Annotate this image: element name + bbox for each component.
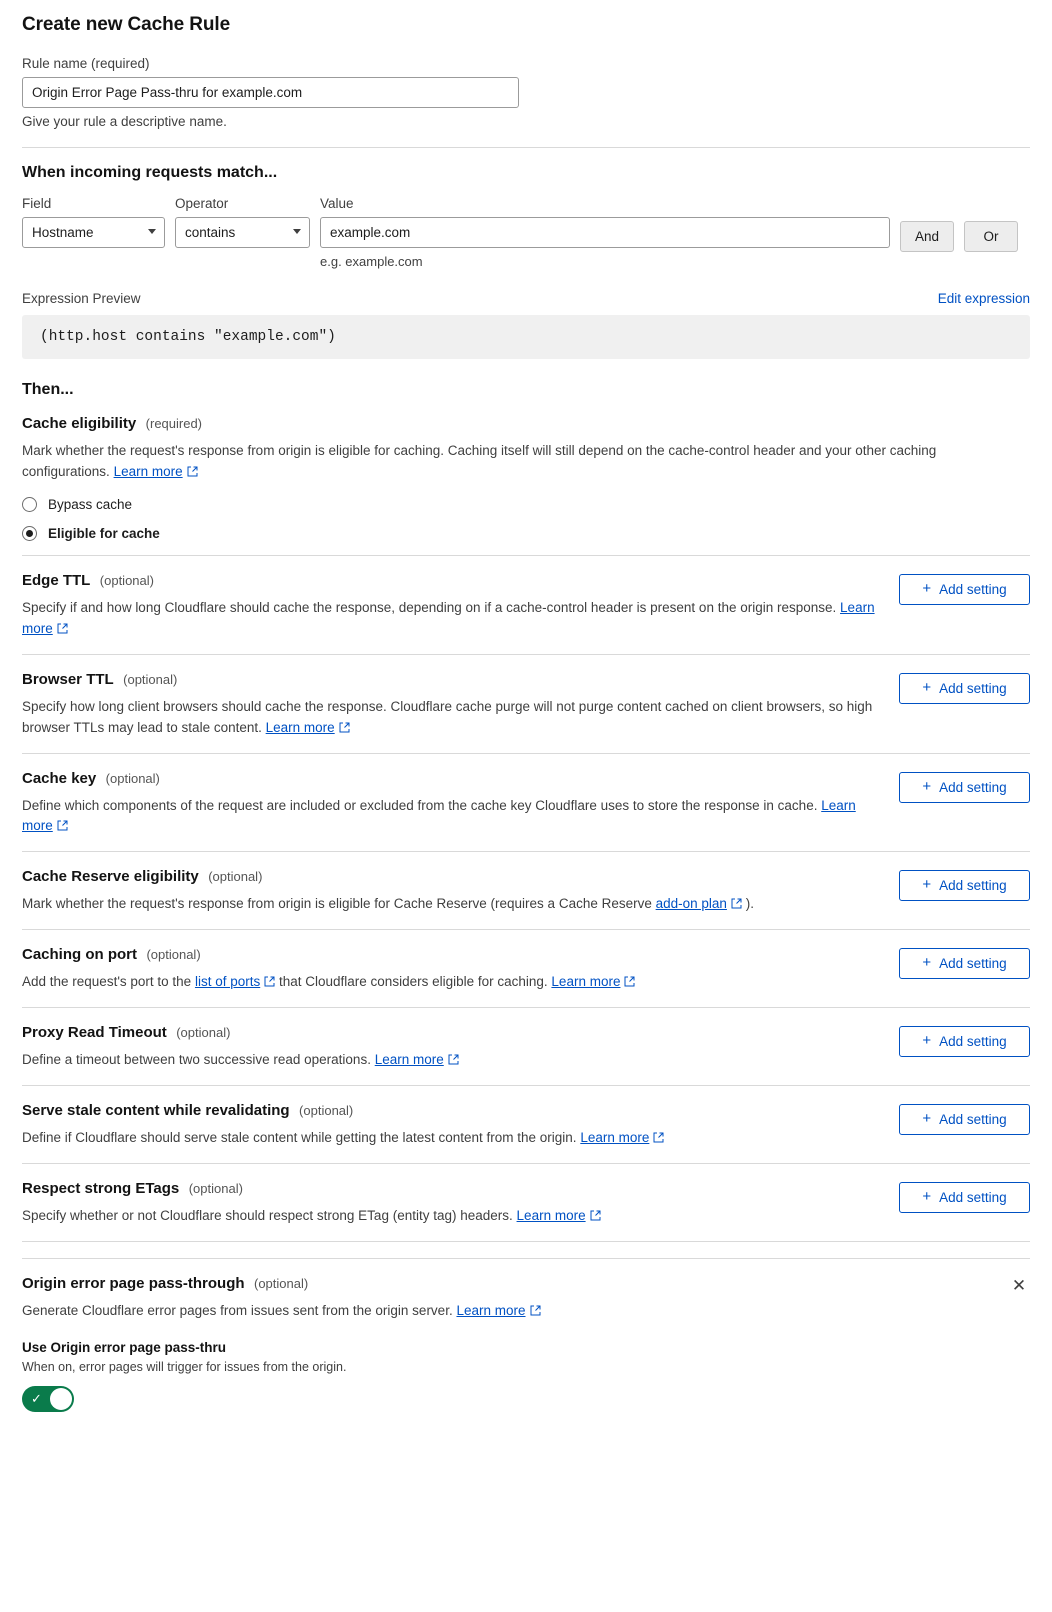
radio-icon — [22, 497, 37, 512]
add-setting-button-edge-ttl[interactable] — [899, 574, 1030, 605]
add-setting-button-serve-stale[interactable] — [899, 1104, 1030, 1135]
browser-ttl-optional: (optional) — [123, 671, 178, 687]
add-setting-button-cache-key[interactable] — [899, 772, 1030, 803]
plus-icon: + — [922, 876, 932, 894]
edge-ttl-learn-more-link[interactable]: Learn more — [22, 599, 875, 636]
expression-preview-label: Expression Preview — [22, 291, 141, 306]
cache-reserve-optional: (optional) — [208, 869, 263, 885]
cache-eligibility-desc-text: Mark whether the request's response from origin is eligible for caching. Caching itself will still depend on the cache-control header and your other caching configurations. — [22, 443, 937, 479]
page-title: Create new Cache Rule — [22, 14, 231, 35]
proxy-read-timeout-optional: (optional) — [176, 1025, 231, 1041]
radio-bypass-cache[interactable] — [22, 497, 1030, 512]
serve-stale-description — [22, 1128, 879, 1149]
match-heading: When incoming requests match... — [22, 164, 278, 181]
operator-label: Operator — [175, 196, 229, 211]
then-heading: Then... — [22, 381, 74, 398]
cache-key-title: Cache key — [22, 769, 97, 787]
cache-reserve-addon-plan-link[interactable]: add-on plan — [655, 896, 727, 912]
origin-error-page-toggle[interactable] — [22, 1386, 74, 1412]
or-button[interactable]: Or — [964, 221, 1018, 252]
edit-expression-link[interactable]: Edit expression — [937, 291, 1030, 306]
add-setting-label: Add setting — [939, 1190, 1007, 1206]
proxy-read-timeout-description — [22, 1050, 879, 1071]
rule-name-group — [22, 56, 1030, 129]
plus-icon: + — [922, 1188, 932, 1206]
add-setting-label: Add setting — [939, 1112, 1007, 1128]
cache-eligibility-title: Cache eligibility — [22, 415, 137, 432]
match-row — [22, 196, 1030, 269]
caching-on-port-title: Caching on port — [22, 946, 137, 964]
plus-icon: + — [922, 1032, 932, 1050]
edge-ttl-desc-text: Specify if and how long Cloudflare should cache the response, depending on if a cache-control header is present on the origin response. — [22, 599, 837, 615]
cache-reserve-description — [22, 894, 879, 915]
plus-icon: + — [922, 678, 932, 696]
edge-ttl-optional: (optional) — [99, 572, 154, 588]
add-setting-label: Add setting — [939, 878, 1007, 894]
browser-ttl-desc-text: Specify how long client browsers should cache the response. Cloudflare cache purge will not purge content cached on client browsers, so high browser TTLs may lead to stale content. — [22, 698, 873, 735]
cache-eligibility-learn-more-link[interactable]: Learn more — [113, 463, 183, 479]
plus-icon: + — [922, 1110, 932, 1128]
caching-on-port-optional: (optional) — [146, 947, 201, 963]
browser-ttl-title: Browser TTL — [22, 670, 114, 688]
operator-select[interactable] — [175, 217, 310, 248]
close-icon[interactable]: ✕ — [1011, 1275, 1027, 1295]
value-hint: e.g. example.com — [320, 254, 423, 269]
cache-eligibility-required: (required) — [145, 416, 203, 431]
external-link-icon — [624, 973, 635, 984]
caching-on-port-learn-more-link[interactable]: Learn more — [551, 974, 621, 990]
proxy-read-timeout-block — [22, 1008, 1030, 1086]
value-label: Value — [320, 196, 354, 211]
operator-select-value: contains — [185, 225, 236, 240]
external-link-icon — [187, 463, 198, 474]
caching-on-port-description — [22, 972, 879, 993]
origin-error-page-block — [22, 1258, 1030, 1426]
proxy-read-timeout-learn-more-link[interactable]: Learn more — [374, 1052, 444, 1068]
origin-error-page-desc-text: Generate Cloudflare error pages from issues sent from the origin server. — [22, 1302, 453, 1318]
plus-icon: + — [922, 777, 932, 795]
external-link-icon — [731, 895, 742, 906]
add-setting-button-respect-etags[interactable] — [899, 1182, 1030, 1213]
edge-ttl-title: Edge TTL — [22, 571, 91, 589]
origin-error-page-toggle-sub: When on, error pages will trigger for issues from the origin. — [22, 1359, 347, 1374]
external-link-icon — [590, 1207, 601, 1218]
cache-reserve-title: Cache Reserve eligibility — [22, 868, 199, 886]
add-setting-label: Add setting — [939, 581, 1007, 597]
value-column — [320, 196, 890, 269]
respect-etags-desc-text: Specify whether or not Cloudflare should respect strong ETag (entity tag) headers. — [22, 1208, 513, 1224]
rule-name-label: Rule name (required) — [22, 56, 150, 71]
browser-ttl-description — [22, 697, 879, 739]
cache-key-description — [22, 796, 879, 838]
external-link-icon — [653, 1129, 664, 1140]
add-setting-button-proxy-read-timeout[interactable] — [899, 1026, 1030, 1057]
respect-strong-etags-block — [22, 1164, 1030, 1242]
logic-buttons — [900, 196, 1018, 252]
origin-error-page-description — [22, 1301, 1022, 1322]
caching-on-port-desc-before: Add the request's port to the — [22, 974, 192, 990]
add-setting-label: Add setting — [939, 779, 1007, 795]
plus-icon: + — [922, 579, 932, 597]
respect-etags-description — [22, 1206, 879, 1227]
rule-name-input[interactable] — [22, 77, 519, 108]
cache-key-learn-more-link[interactable]: Learn more — [22, 797, 856, 834]
origin-error-page-learn-more-link[interactable]: Learn more — [456, 1302, 526, 1318]
radio-icon-selected — [22, 526, 37, 541]
operator-column — [175, 196, 310, 248]
field-label: Field — [22, 196, 52, 211]
cache-key-block — [22, 754, 1030, 853]
serve-stale-content-block — [22, 1086, 1030, 1164]
cache-key-optional: (optional) — [105, 770, 160, 786]
add-setting-button-cache-reserve[interactable] — [899, 870, 1030, 901]
cache-reserve-eligibility-block — [22, 852, 1030, 930]
expression-preview-box: (http.host contains "example.com") — [22, 315, 1030, 359]
origin-error-page-toggle-title: Use Origin error page pass-thru — [22, 1339, 227, 1355]
cache-eligibility-description — [22, 441, 1022, 483]
check-icon: ✓ — [31, 1390, 42, 1406]
rule-name-help: Give your rule a descriptive name. — [22, 114, 227, 129]
add-setting-label: Add setting — [939, 680, 1007, 696]
radio-eligible-for-cache[interactable] — [22, 526, 1030, 541]
add-setting-label: Add setting — [939, 956, 1007, 972]
add-setting-button-browser-ttl[interactable] — [899, 673, 1030, 704]
list-of-ports-link[interactable]: list of ports — [194, 974, 261, 990]
external-link-icon — [57, 620, 68, 631]
proxy-read-timeout-title: Proxy Read Timeout — [22, 1024, 167, 1042]
divider-1 — [22, 147, 1030, 148]
edge-ttl-description — [22, 598, 879, 640]
radio-eligible-for-cache-label: Eligible for cache — [48, 525, 160, 541]
expression-header — [22, 291, 1030, 306]
radio-bypass-cache-label: Bypass cache — [48, 496, 133, 512]
serve-stale-optional: (optional) — [299, 1103, 354, 1119]
serve-stale-desc-text: Define if Cloudflare should serve stale content while getting the latest content from the origin. — [22, 1130, 577, 1146]
external-link-icon — [530, 1302, 541, 1313]
edge-ttl-block — [22, 556, 1030, 655]
field-select[interactable] — [22, 217, 165, 248]
external-link-icon — [264, 973, 275, 984]
value-input[interactable] — [320, 217, 890, 248]
cache-eligibility-block — [22, 399, 1030, 556]
external-link-icon — [448, 1051, 459, 1062]
proxy-read-timeout-desc-text: Define a timeout between two successive read operations. — [22, 1052, 371, 1068]
add-setting-button-caching-on-port[interactable] — [899, 948, 1030, 979]
field-column — [22, 196, 165, 248]
respect-etags-learn-more-link[interactable]: Learn more — [516, 1208, 586, 1224]
serve-stale-learn-more-link[interactable]: Learn more — [580, 1130, 650, 1146]
field-select-value: Hostname — [32, 225, 94, 240]
respect-etags-optional: (optional) — [188, 1181, 243, 1197]
origin-error-page-title: Origin error page pass-through — [22, 1274, 245, 1292]
cache-reserve-desc-before: Mark whether the request's response from origin is eligible for Cache Reserve (requires a Cache Reserve — [22, 896, 652, 912]
caching-on-port-block — [22, 930, 1030, 1008]
respect-etags-title: Respect strong ETags — [22, 1180, 180, 1198]
plus-icon: + — [922, 954, 932, 972]
external-link-icon — [339, 719, 350, 730]
serve-stale-title: Serve stale content while revalidating — [22, 1102, 290, 1120]
caching-on-port-desc-after: that Cloudflare considers eligible for caching. — [279, 974, 548, 990]
and-button[interactable]: And — [900, 221, 954, 252]
external-link-icon — [57, 817, 68, 828]
browser-ttl-block — [22, 655, 1030, 754]
browser-ttl-learn-more-link[interactable]: Learn more — [265, 719, 335, 735]
add-setting-label: Add setting — [939, 1034, 1007, 1050]
cache-key-desc-text: Define which components of the request are included or excluded from the cache key Cloudflare uses to store the response in cache. — [22, 797, 818, 813]
cache-reserve-desc-after: ). — [745, 896, 754, 912]
toggle-knob — [50, 1388, 72, 1410]
origin-error-page-toggle-group — [22, 1340, 1030, 1412]
origin-error-page-optional: (optional) — [253, 1275, 309, 1291]
